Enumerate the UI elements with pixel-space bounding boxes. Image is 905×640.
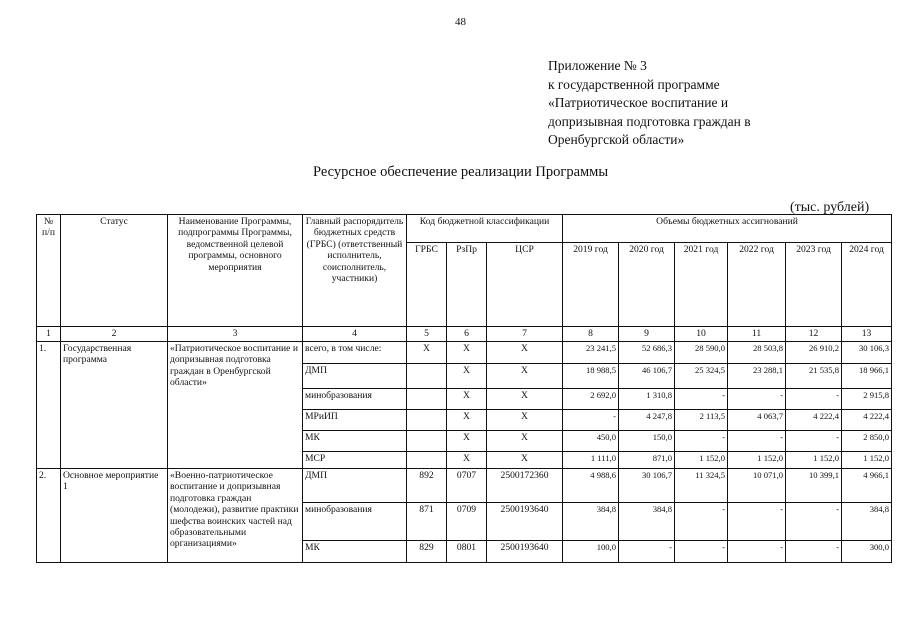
header-year: 2022 год bbox=[728, 243, 786, 327]
row-value: 28 590,0 bbox=[675, 342, 728, 364]
row-value: 1 310,8 bbox=[619, 389, 675, 410]
row-grbs bbox=[407, 452, 447, 469]
row-value: 25 324,5 bbox=[675, 364, 728, 389]
row-value: 10 071,0 bbox=[728, 469, 786, 503]
row-rzpr: 0709 bbox=[447, 503, 487, 541]
row-value: - bbox=[786, 503, 842, 541]
row-csr: Х bbox=[487, 389, 563, 410]
row-value: 4 222,4 bbox=[842, 410, 892, 431]
document-title: Ресурсное обеспечение реализации Программы bbox=[313, 164, 609, 180]
header-status: Статус bbox=[61, 215, 168, 327]
row-rzpr: 0707 bbox=[447, 469, 487, 503]
row-value: 450,0 bbox=[563, 431, 619, 452]
row-manager: ДМП bbox=[303, 469, 407, 503]
row-csr: 2500193640 bbox=[487, 503, 563, 541]
row-value: 384,8 bbox=[842, 503, 892, 541]
row-value: 4 247,8 bbox=[619, 410, 675, 431]
row-value: 300,0 bbox=[842, 541, 892, 563]
row-status: Основное мероприятие 1 bbox=[61, 469, 168, 563]
row-manager: ДМП bbox=[303, 364, 407, 389]
header-manager: Главный распорядитель бюджетных средств (ГРБС) (ответственный исполнитель, соисполнитель, участники) bbox=[303, 215, 407, 327]
row-grbs: 829 bbox=[407, 541, 447, 563]
row-value: 871,0 bbox=[619, 452, 675, 469]
row-value: - bbox=[786, 389, 842, 410]
row-value: 1 152,0 bbox=[728, 452, 786, 469]
row-value: 11 324,5 bbox=[675, 469, 728, 503]
row-value: - bbox=[728, 389, 786, 410]
appendix-line: Оренбургской области» bbox=[548, 132, 685, 147]
column-number: 7 bbox=[487, 327, 563, 342]
column-number: 8 bbox=[563, 327, 619, 342]
row-csr: 2500193640 bbox=[487, 541, 563, 563]
row-name: «Военно-патриотическое воспитание и допризывная подготовка граждан (молодежи), развитие практики шефства воинских частей над образовательными организациями» bbox=[168, 469, 303, 563]
column-number: 12 bbox=[786, 327, 842, 342]
row-value: - bbox=[786, 541, 842, 563]
row-manager: минобразования bbox=[303, 389, 407, 410]
row-value: - bbox=[675, 389, 728, 410]
page-number: 48 bbox=[455, 16, 466, 28]
row-value: 18 988,5 bbox=[563, 364, 619, 389]
row-value: 23 288,1 bbox=[728, 364, 786, 389]
column-number: 2 bbox=[61, 327, 168, 342]
row-csr: Х bbox=[487, 364, 563, 389]
row-value: 4 988,6 bbox=[563, 469, 619, 503]
header-year: 2021 год bbox=[675, 243, 728, 327]
row-grbs: 892 bbox=[407, 469, 447, 503]
row-csr: Х bbox=[487, 431, 563, 452]
row-rzpr: Х bbox=[447, 389, 487, 410]
column-number: 13 bbox=[842, 327, 892, 342]
column-number: 4 bbox=[303, 327, 407, 342]
header-year: 2024 год bbox=[842, 243, 892, 327]
row-value: 1 152,0 bbox=[675, 452, 728, 469]
row-manager: МСР bbox=[303, 452, 407, 469]
row-manager: МК bbox=[303, 541, 407, 563]
row-csr: Х bbox=[487, 452, 563, 469]
row-value: 30 106,3 bbox=[842, 342, 892, 364]
header-year: 2019 год bbox=[563, 243, 619, 327]
row-value: 2 692,0 bbox=[563, 389, 619, 410]
row-value: 26 910,2 bbox=[786, 342, 842, 364]
row-csr: Х bbox=[487, 342, 563, 364]
row-value: 100,0 bbox=[563, 541, 619, 563]
row-value: 384,8 bbox=[619, 503, 675, 541]
row-value: 4 063,7 bbox=[728, 410, 786, 431]
column-number: 9 bbox=[619, 327, 675, 342]
header-year: 2023 год bbox=[786, 243, 842, 327]
row-grbs bbox=[407, 431, 447, 452]
row-value: - bbox=[728, 541, 786, 563]
row-value: - bbox=[675, 503, 728, 541]
row-grbs bbox=[407, 364, 447, 389]
row-value: 2 915,8 bbox=[842, 389, 892, 410]
row-status: Государственная программа bbox=[61, 342, 168, 469]
header-volume-group: Объемы бюджетных ассигнований bbox=[563, 215, 892, 243]
row-number: 1. bbox=[37, 342, 61, 469]
row-value: 10 399,1 bbox=[786, 469, 842, 503]
row-value: - bbox=[786, 431, 842, 452]
column-number: 10 bbox=[675, 327, 728, 342]
row-csr: Х bbox=[487, 410, 563, 431]
row-value: 23 241,5 bbox=[563, 342, 619, 364]
row-rzpr: Х bbox=[447, 431, 487, 452]
column-number: 1 bbox=[37, 327, 61, 342]
appendix-line: Приложение № 3 bbox=[548, 58, 647, 73]
row-value: 150,0 bbox=[619, 431, 675, 452]
row-grbs bbox=[407, 410, 447, 431]
row-value: 46 106,7 bbox=[619, 364, 675, 389]
header-csr: ЦСР bbox=[487, 243, 563, 327]
row-value: - bbox=[728, 431, 786, 452]
row-value: - bbox=[619, 541, 675, 563]
row-rzpr: Х bbox=[447, 342, 487, 364]
appendix-line: к государственной программе bbox=[548, 76, 720, 92]
row-value: 28 503,8 bbox=[728, 342, 786, 364]
appendix-line: допризывная подготовка граждан в bbox=[548, 113, 751, 129]
resource-table bbox=[36, 214, 892, 563]
header-code-group: Код бюджетной классификации bbox=[407, 215, 563, 243]
table-row bbox=[37, 342, 892, 364]
row-value: 30 106,7 bbox=[619, 469, 675, 503]
row-rzpr: Х bbox=[447, 364, 487, 389]
column-number-row bbox=[37, 327, 892, 342]
row-name: «Патриотическое воспитание и допризывная подготовка граждан в Оренбургской области» bbox=[168, 342, 303, 469]
header-year: 2020 год bbox=[619, 243, 675, 327]
header-name: Наименование Программы, подпрограммы Программы, ведомственной целевой программы, основного мероприятия bbox=[168, 215, 303, 327]
row-value: 1 152,0 bbox=[786, 452, 842, 469]
header-num: № п/п bbox=[37, 215, 61, 327]
row-value: - bbox=[563, 410, 619, 431]
row-value: 384,8 bbox=[563, 503, 619, 541]
row-value: 4 222,4 bbox=[786, 410, 842, 431]
row-value: 2 113,5 bbox=[675, 410, 728, 431]
row-value: 21 535,8 bbox=[786, 364, 842, 389]
row-csr: 2500172360 bbox=[487, 469, 563, 503]
row-grbs bbox=[407, 389, 447, 410]
row-value: 1 111,0 bbox=[563, 452, 619, 469]
row-value: 18 966,1 bbox=[842, 364, 892, 389]
row-manager: МК bbox=[303, 431, 407, 452]
header-rzpr: РзПр bbox=[447, 243, 487, 327]
row-value: 52 686,3 bbox=[619, 342, 675, 364]
row-value: - bbox=[675, 541, 728, 563]
column-number: 3 bbox=[168, 327, 303, 342]
row-number: 2. bbox=[37, 469, 61, 563]
row-manager: МРиИП bbox=[303, 410, 407, 431]
header-grbs: ГРБС bbox=[407, 243, 447, 327]
units-label: (тыс. рублей) bbox=[790, 200, 870, 215]
column-number: 6 bbox=[447, 327, 487, 342]
row-value: 4 966,1 bbox=[842, 469, 892, 503]
row-value: - bbox=[675, 431, 728, 452]
row-rzpr: Х bbox=[447, 410, 487, 431]
row-manager: всего, в том числе: bbox=[303, 342, 407, 364]
row-grbs: Х bbox=[407, 342, 447, 364]
appendix-line: «Патриотическое воспитание и bbox=[548, 95, 729, 110]
column-number: 5 bbox=[407, 327, 447, 342]
column-number: 11 bbox=[728, 327, 786, 342]
row-rzpr: Х bbox=[447, 452, 487, 469]
row-rzpr: 0801 bbox=[447, 541, 487, 563]
appendix-heading bbox=[548, 57, 751, 150]
row-value: 1 152,0 bbox=[842, 452, 892, 469]
row-grbs: 871 bbox=[407, 503, 447, 541]
table-row bbox=[37, 469, 892, 503]
row-value: - bbox=[728, 503, 786, 541]
row-value: 2 850,0 bbox=[842, 431, 892, 452]
row-manager: минобразования bbox=[303, 503, 407, 541]
